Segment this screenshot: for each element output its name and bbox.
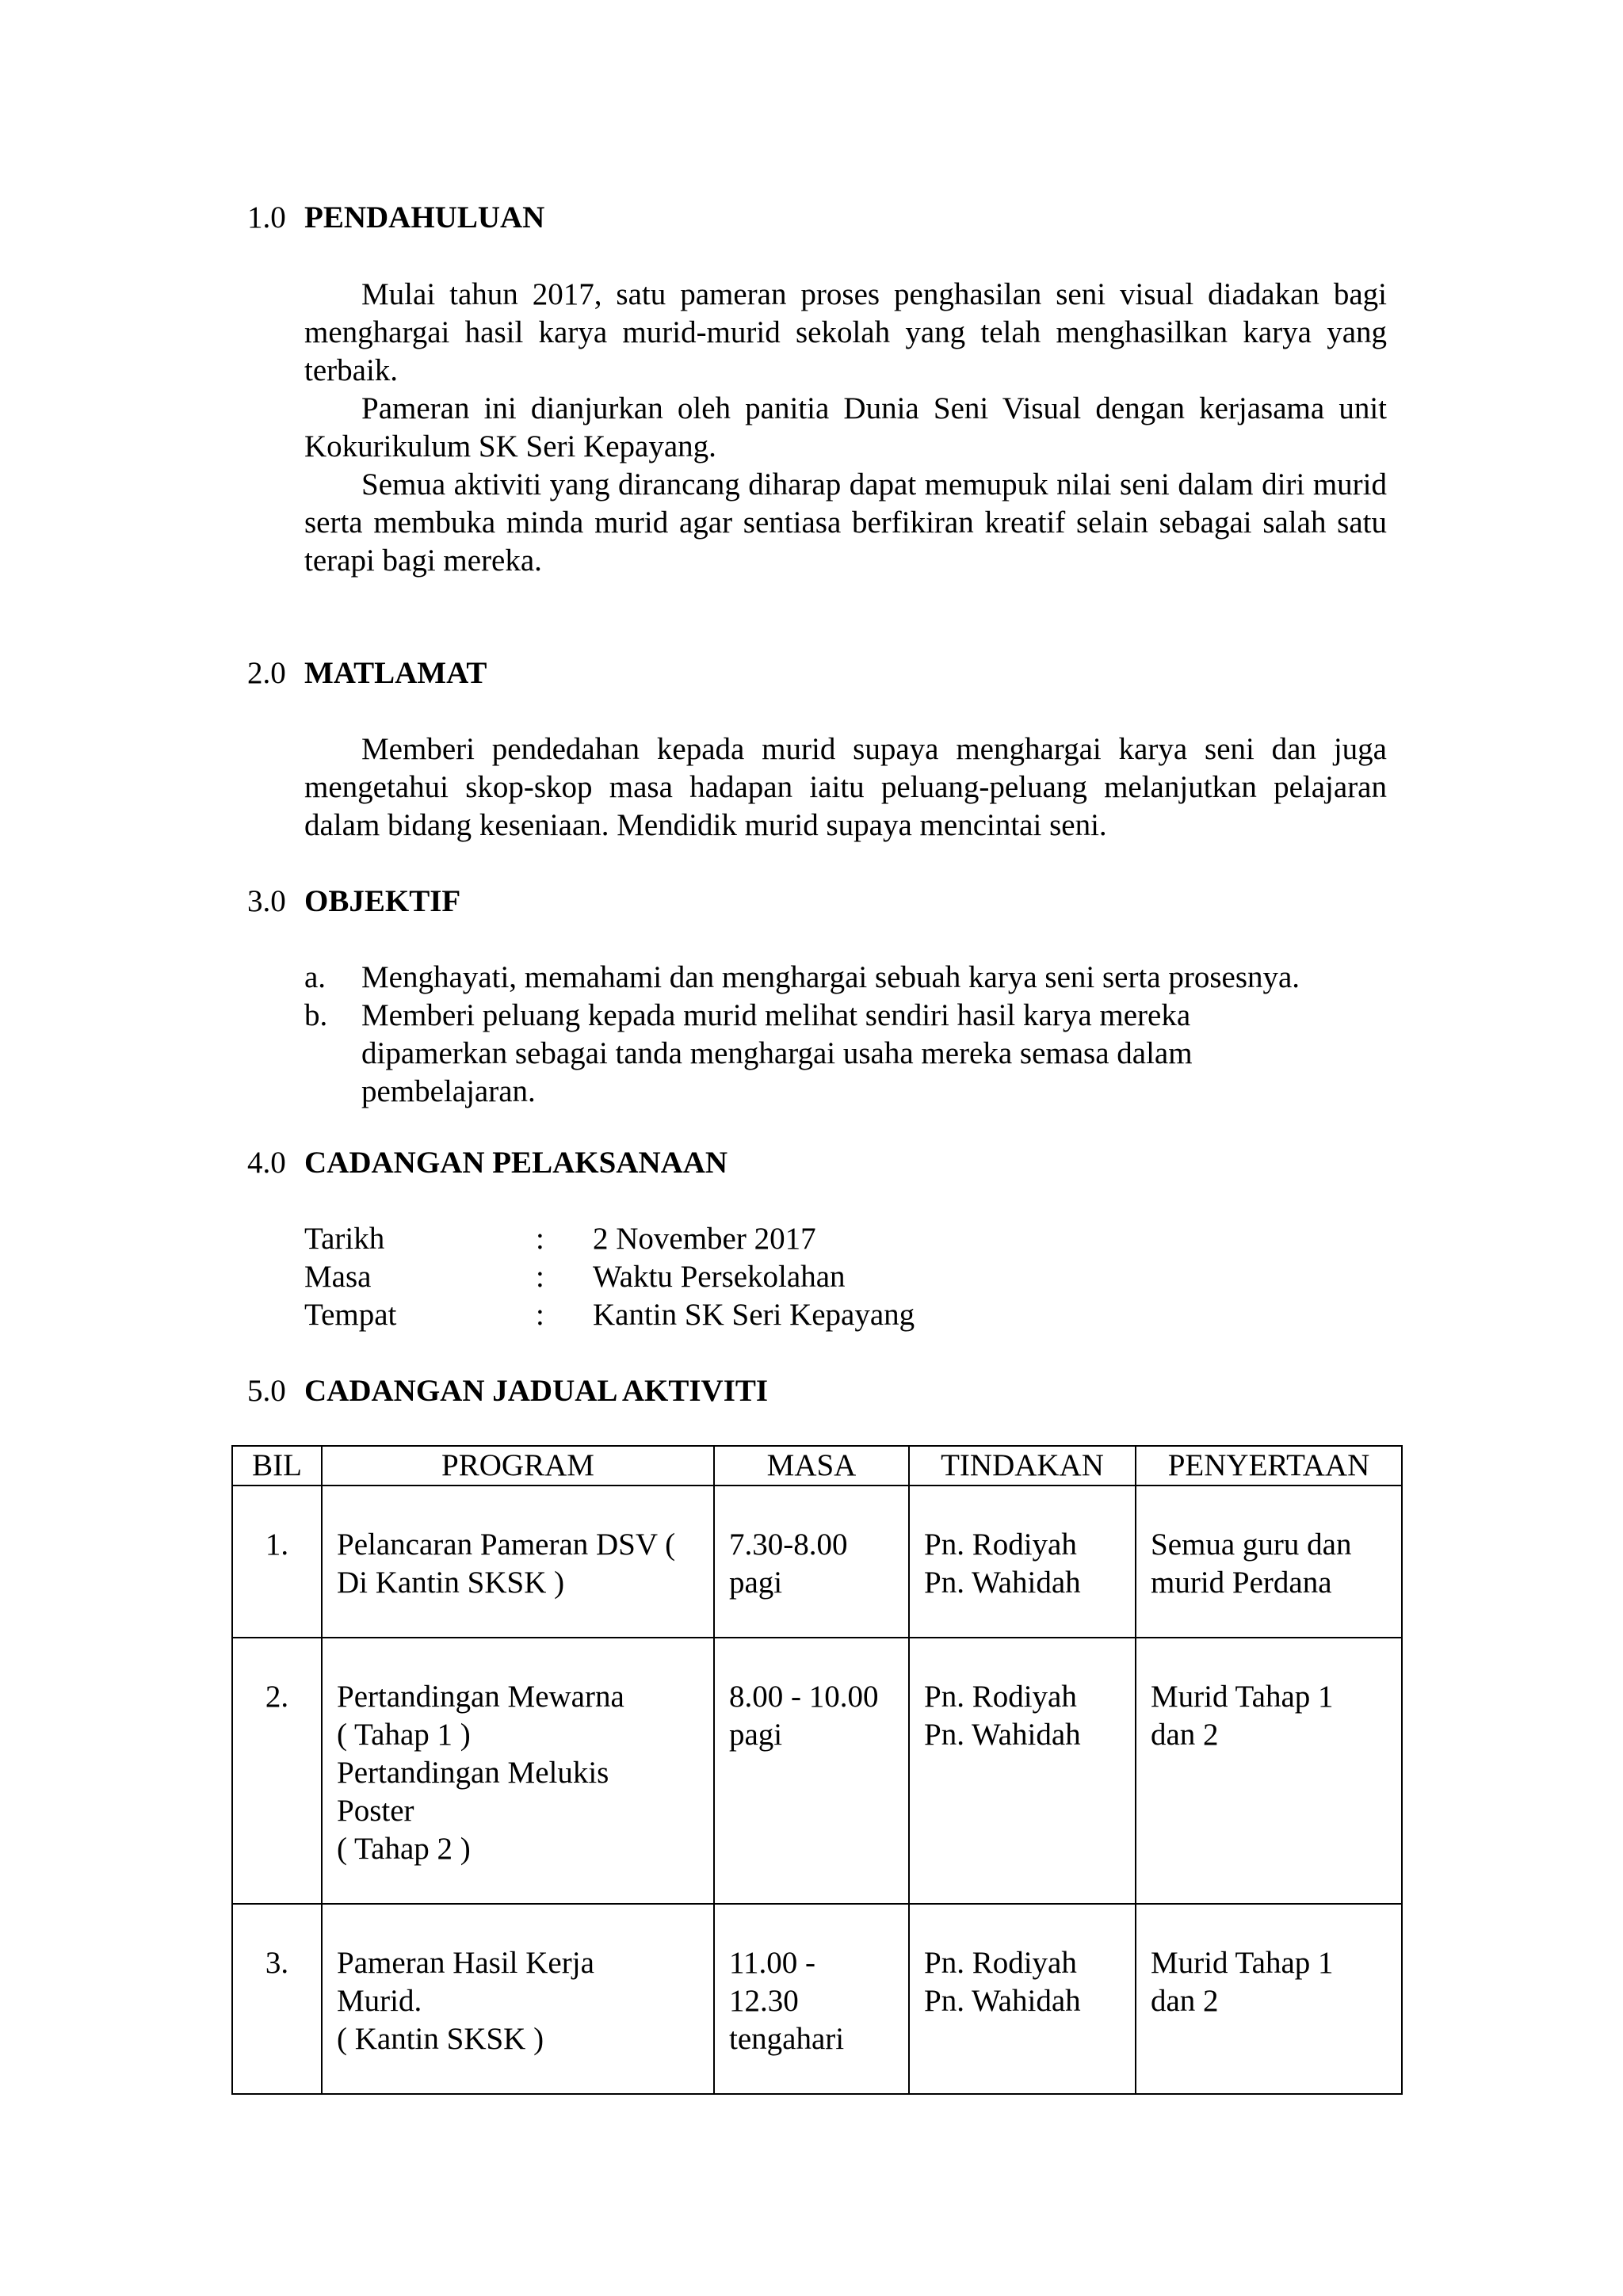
- section-number: 5.0: [247, 1374, 286, 1408]
- cell-line: Pn. Rodiyah: [924, 1527, 1077, 1562]
- objektif-list: [304, 959, 1387, 1111]
- cell-line: Pn. Rodiyah: [924, 1946, 1077, 1980]
- detail-label: Tarikh: [304, 1222, 385, 1256]
- cell-line: Pertandingan Melukis: [337, 1756, 609, 1790]
- list-item: [304, 997, 1387, 1111]
- cell-line: Murid Tahap 1: [1151, 1680, 1334, 1714]
- cell-line: ( Tahap 1 ): [337, 1718, 471, 1752]
- cell-line: dan 2: [1151, 1984, 1219, 2018]
- cell-line: 7.30-8.00: [729, 1527, 848, 1562]
- list-item-text: dipamerkan sebagai tanda menghargai usaha mereka semasa dalam: [361, 1036, 1193, 1070]
- column-header-penyertaan: PENYERTAAN: [1136, 1446, 1402, 1486]
- paragraph: Mulai tahun 2017, satu pameran proses penghasilan seni visual diadakan bagi menghargai hasil karya murid-murid sekolah yang telah menghasilkan karya yang terbaik.: [304, 277, 1387, 387]
- list-item-text: pembelajaran.: [361, 1074, 536, 1108]
- paragraph: Memberi pendedahan kepada murid supaya menghargai karya seni dan juga mengetahui skop-skop masa hadapan iaitu peluang-peluang melanjutkan pelajaran dalam bidang keseniaan. Mendidik murid supaya mencintai seni.: [304, 732, 1387, 842]
- column-header-tindakan: TINDAKAN: [909, 1446, 1136, 1486]
- cell-penyertaan: [1136, 1904, 1402, 2094]
- paragraph: Semua aktiviti yang dirancang diharap dapat memupuk nilai seni dalam diri murid serta membuka minda murid agar sentiasa berfikiran kreatif selain sebagai salah satu terapi bagi mereka.: [304, 467, 1387, 578]
- column-header-program: PROGRAM: [322, 1446, 714, 1486]
- cell-tindakan: [909, 1486, 1136, 1638]
- column-header-bil: BIL: [232, 1446, 322, 1486]
- cell-line: Pertandingan Mewarna: [337, 1680, 624, 1714]
- cell-line: 8.00 - 10.00: [729, 1680, 879, 1714]
- cell-bil: 1.: [232, 1486, 322, 1638]
- pendahuluan-body: [304, 276, 1387, 580]
- detail-row-tempat: [304, 1296, 1387, 1334]
- table-row: [232, 1486, 1402, 1638]
- list-item-text: Memberi peluang kepada murid melihat sendiri hasil karya mereka: [361, 998, 1191, 1032]
- section-title: OBJEKTIF: [304, 884, 461, 918]
- cell-line: Pn. Wahidah: [924, 1566, 1081, 1600]
- cell-line: murid Perdana: [1151, 1566, 1332, 1600]
- table-row: [232, 1638, 1402, 1904]
- section-number: 2.0: [247, 656, 286, 690]
- cell-line: 11.00 -: [729, 1946, 816, 1980]
- section-heading-matlamat: [247, 654, 487, 692]
- section-number: 4.0: [247, 1146, 286, 1180]
- cell-line: Pn. Rodiyah: [924, 1680, 1077, 1714]
- cell-line: Murid Tahap 1: [1151, 1946, 1334, 1980]
- cell-program: [322, 1486, 714, 1638]
- cell-tindakan: [909, 1638, 1136, 1904]
- cell-line: 12.30: [729, 1984, 799, 2018]
- pelaksanaan-details: [304, 1220, 1387, 1334]
- cell-line: dan 2: [1151, 1718, 1219, 1752]
- detail-colon: :: [536, 1222, 544, 1256]
- section-title: MATLAMAT: [304, 656, 487, 690]
- cell-line: Di Kantin SKSK ): [337, 1566, 565, 1600]
- table-header-row: [232, 1446, 1402, 1486]
- cell-line: Murid.: [337, 1984, 422, 2018]
- section-title: PENDAHULUAN: [304, 200, 545, 235]
- detail-label: Masa: [304, 1260, 372, 1294]
- cell-masa: [714, 1486, 909, 1638]
- table-row: [232, 1904, 1402, 2094]
- section-number: 3.0: [247, 884, 286, 918]
- section-heading-cadangan-pelaksanaan: [247, 1144, 727, 1182]
- cell-line: ( Kantin SKSK ): [337, 2022, 544, 2056]
- cell-penyertaan: [1136, 1486, 1402, 1638]
- cell-program: [322, 1638, 714, 1904]
- section-number: 1.0: [247, 200, 286, 235]
- cell-program: [322, 1904, 714, 2094]
- cell-line: Pameran Hasil Kerja: [337, 1946, 594, 1980]
- cell-line: Pelancaran Pameran DSV (: [337, 1527, 676, 1562]
- detail-value: 2 November 2017: [593, 1222, 816, 1256]
- list-item: [304, 959, 1387, 997]
- cell-bil: 3.: [232, 1904, 322, 2094]
- section-title: CADANGAN JADUAL AKTIVITI: [304, 1374, 769, 1408]
- detail-value: Kantin SK Seri Kepayang: [593, 1298, 915, 1332]
- cell-tindakan: [909, 1904, 1136, 2094]
- detail-colon: :: [536, 1260, 544, 1294]
- list-marker: a.: [304, 960, 327, 994]
- list-marker: b.: [304, 998, 328, 1032]
- section-heading-pendahuluan: [247, 199, 544, 237]
- section-heading-objektif: [247, 883, 460, 921]
- cell-line: pagi: [729, 1566, 783, 1600]
- column-header-masa: MASA: [714, 1446, 909, 1486]
- detail-label: Tempat: [304, 1298, 397, 1332]
- matlamat-body: [304, 730, 1387, 845]
- cell-penyertaan: [1136, 1638, 1402, 1904]
- detail-colon: :: [536, 1298, 544, 1332]
- activity-schedule-table: [231, 1445, 1403, 2095]
- cell-line: ( Tahap 2 ): [337, 1832, 471, 1866]
- section-heading-jadual-aktiviti: [247, 1372, 768, 1410]
- detail-row-tarikh: [304, 1220, 1387, 1258]
- cell-line: Poster: [337, 1794, 414, 1828]
- cell-line: Pn. Wahidah: [924, 1984, 1081, 2018]
- section-title: CADANGAN PELAKSANAAN: [304, 1146, 728, 1180]
- detail-row-masa: [304, 1258, 1387, 1296]
- cell-masa: [714, 1638, 909, 1904]
- cell-bil: 2.: [232, 1638, 322, 1904]
- cell-line: Semua guru dan: [1151, 1527, 1352, 1562]
- list-item-text: Menghayati, memahami dan menghargai sebuah karya seni serta prosesnya.: [361, 960, 1300, 994]
- paragraph: Pameran ini dianjurkan oleh panitia Dunia Seni Visual dengan kerjasama unit Kokurikulum SK Seri Kepayang.: [304, 391, 1387, 463]
- detail-value: Waktu Persekolahan: [593, 1260, 846, 1294]
- cell-masa: [714, 1904, 909, 2094]
- cell-line: Pn. Wahidah: [924, 1718, 1081, 1752]
- cell-line: tengahari: [729, 2022, 845, 2056]
- cell-line: pagi: [729, 1718, 783, 1752]
